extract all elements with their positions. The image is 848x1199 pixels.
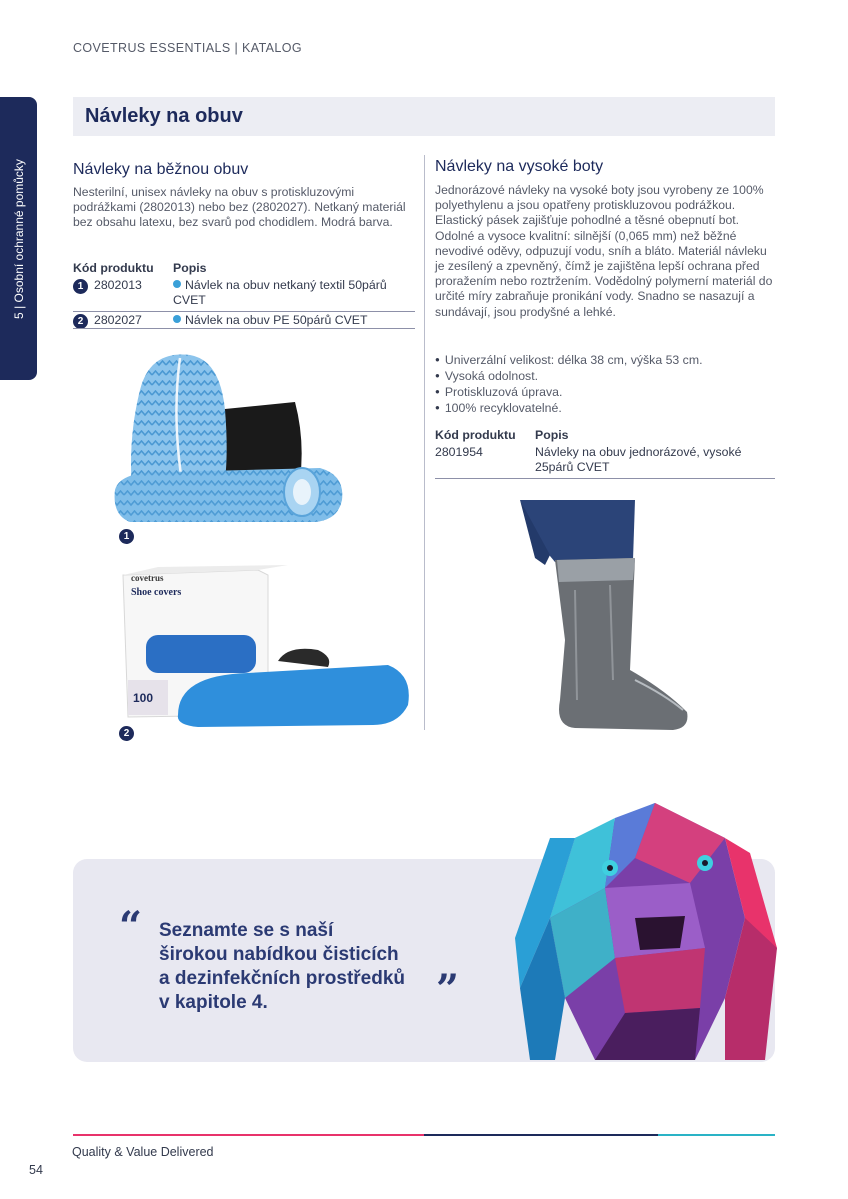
list-item: ● Protiskluzová úprava. xyxy=(435,384,703,400)
quote-text xyxy=(159,919,449,1015)
product-code: 2802013 xyxy=(94,278,142,292)
open-quote-icon: “ xyxy=(119,903,143,950)
row-divider xyxy=(435,478,775,479)
box-brand: covetrus xyxy=(131,573,164,583)
feature-list xyxy=(435,352,703,416)
bullet-dot-icon xyxy=(173,315,181,323)
page-title-bar xyxy=(73,97,775,136)
row-divider xyxy=(73,328,415,329)
page-title: Návleky na obuv xyxy=(85,105,243,127)
product-desc-wrap xyxy=(173,278,413,308)
close-quote-icon: ” xyxy=(436,966,460,1013)
table-row xyxy=(73,278,413,307)
product-desc: Návleky na obuv jednorázové, vysoké 25párů CVET xyxy=(535,445,742,474)
footer-line-teal xyxy=(658,1134,775,1136)
right-description: Jednorázové návleky na vysoké boty jsou vyrobeny ze 100% polyethylenu a jsou opatřeny protiskluzovou podrážkou. Elastický pásek zajišťuje pohodlné a těsné obepnutí bot. Odolné a vysoce kvalitní: silnější (0,065 mm) než běžné nevodivé oděvy, odpuzují vodu, sníh a bláto. Materiál návleku je zesílený a zpevněný, čímž je zajištěna lepší ochrana před proražením nebo roztržením. Vodědolný polymerní materiál do určité míry zabraňuje pronikání vody. Snadno se nasazují a sundávají, jsou prodyšné a lehké. xyxy=(435,183,773,319)
list-item: ● 100% recyklovatelné. xyxy=(435,400,703,416)
chapter-side-tab xyxy=(0,97,37,380)
footer-tagline: Quality & Value Delivered xyxy=(72,1145,214,1159)
chapter-label: 5 | Osobní ochranné pomůcky xyxy=(11,158,26,319)
box-product-name: Shoe covers xyxy=(131,587,182,598)
quote-line: v kapitole 4. xyxy=(159,992,268,1013)
box-count: 100 xyxy=(133,691,154,705)
list-item: ● Univerzální velikost: délka 38 cm, výška 53 cm. xyxy=(435,352,703,368)
catalog-header: COVETRUS ESSENTIALS | KATALOG xyxy=(73,41,303,55)
polygon-dog-illustration xyxy=(515,798,777,1063)
item-number-badge: 2 xyxy=(73,314,88,329)
left-description: Nesterilní, unisex návleky na obuv s protiskluzovými podrážkami (2802013) nebo bez (2802027). Netkaný materiál bez obsahu latexu, bez svarů pod chodidlem. Modrá barva. xyxy=(73,185,406,230)
product-desc: Návlek na obuv PE 50párů CVET xyxy=(185,313,368,327)
product-code: 2801954 xyxy=(435,445,483,459)
quote-line: Seznamte se s naší xyxy=(159,920,334,941)
product-code: 2802027 xyxy=(94,313,142,327)
bullet-dot-icon xyxy=(173,280,181,288)
quote-line: a dezinfekčních prostředků xyxy=(159,968,406,989)
left-col-desc: Popis xyxy=(173,261,207,275)
left-col-code: Kód produktu xyxy=(73,261,154,275)
product-desc: Návlek na obuv netkaný textil 50párů CVET xyxy=(173,278,387,307)
product-desc-wrap xyxy=(173,313,413,328)
row-divider xyxy=(73,311,415,312)
image-1-badge: 1 xyxy=(119,529,134,544)
left-heading: Návleky na běžnou obuv xyxy=(73,161,249,178)
right-col-code: Kód produktu xyxy=(435,428,516,442)
item-number-badge: 1 xyxy=(73,279,88,294)
page-number: 54 xyxy=(29,1163,43,1177)
footer-line-navy xyxy=(424,1134,658,1136)
shoe-covers-photo xyxy=(110,350,370,530)
column-divider xyxy=(424,155,425,730)
quote-line: širokou nabídkou čisticích xyxy=(159,944,399,965)
image-2-badge: 2 xyxy=(119,726,134,741)
footer-line-pink xyxy=(73,1134,424,1136)
list-item: ● Vysoká odolnost. xyxy=(435,368,703,384)
table-row xyxy=(73,313,413,329)
right-heading: Návleky na vysoké boty xyxy=(435,158,604,175)
right-col-desc: Popis xyxy=(535,428,569,442)
high-boot-cover-photo xyxy=(515,500,695,735)
